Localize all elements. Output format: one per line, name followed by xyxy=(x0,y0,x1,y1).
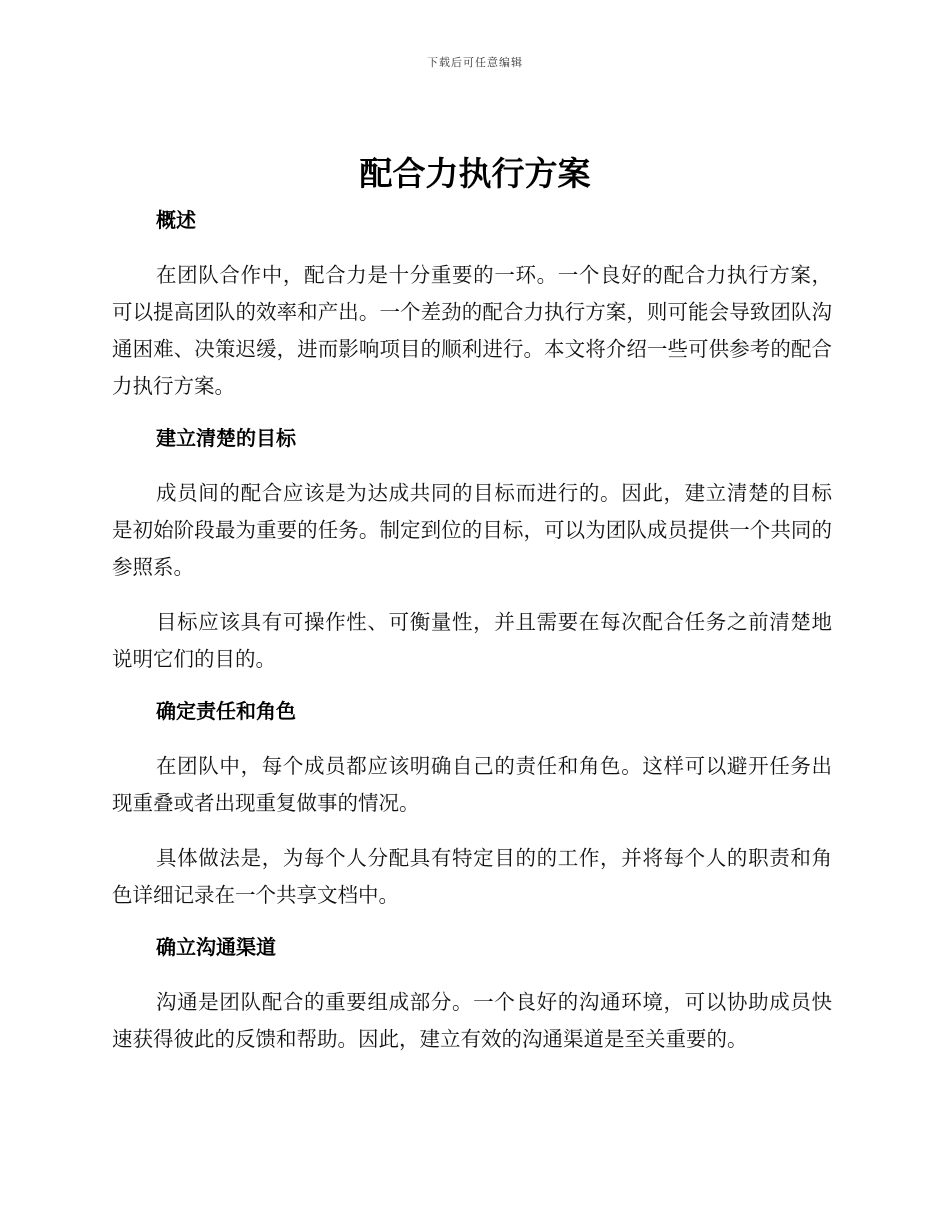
paragraph: 目标应该具有可操作性、可衡量性，并且需要在每次配合任务之前清楚地说明它们的目的。 xyxy=(112,610,832,671)
section-overview xyxy=(112,201,832,405)
document-title: 配合力执行方案 xyxy=(359,154,591,193)
section-heading: 确定责任和角色 xyxy=(156,699,296,723)
document-body xyxy=(112,201,832,1072)
section-heading: 概述 xyxy=(156,208,196,232)
paragraph: 在团队中，每个成员都应该明确自己的责任和角色。这样可以避开任务出现重叠或者出现重复做事的情况。 xyxy=(112,754,832,815)
page-header-note: 下载后可任意编辑 xyxy=(427,56,523,69)
paragraph: 在团队合作中，配合力是十分重要的一环。一个良好的配合力执行方案，可以提高团队的效率和产出。一个差劲的配合力执行方案，则可能会导致团队沟通困难、决策迟缓，进而影响项目的顺利进行。本文将介绍一些可供参考的配合力执行方案。 xyxy=(112,263,832,398)
section-heading: 确立沟通渠道 xyxy=(156,935,276,959)
section-clear-goals xyxy=(112,419,832,678)
paragraph: 成员间的配合应该是为达成共同的目标而进行的。因此，建立清楚的目标是初始阶段最为重要的任务。制定到位的目标，可以为团队成员提供一个共同的参照系。 xyxy=(112,481,832,579)
paragraph: 具体做法是，为每个人分配具有特定目的的工作，并将每个人的职责和角色详细记录在一个共享文档中。 xyxy=(112,846,832,907)
section-communication-channels xyxy=(112,928,832,1058)
paragraph: 沟通是团队配合的重要组成部分。一个良好的沟通环境，可以协助成员快速获得彼此的反馈和帮助。因此，建立有效的沟通渠道是至关重要的。 xyxy=(112,990,832,1051)
section-heading: 建立清楚的目标 xyxy=(156,426,296,450)
section-responsibilities-roles xyxy=(112,692,832,914)
